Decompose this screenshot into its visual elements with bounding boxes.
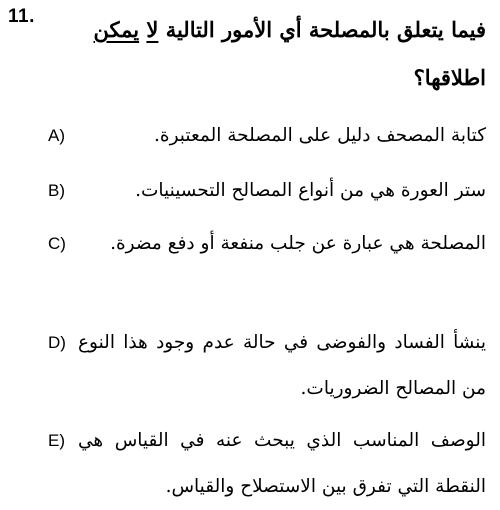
question-text: [46, 6, 486, 102]
option-letter: D): [48, 333, 66, 352]
option-letter: E): [48, 431, 65, 450]
underlined-negation: لا: [146, 17, 159, 42]
option-letter: A): [48, 126, 65, 145]
option-text: الوصف المناسب الذي يبحث عنه في القياس هي النقطة التي تفرق بين الاستصلاح والقياس.: [78, 430, 486, 497]
option-text: كتابة المصحف دليل على المصلحة المعتبرة.: [154, 125, 486, 146]
question-text-start: فيما يتعلق بالمصلحة أي الأمور التالية: [158, 17, 486, 42]
question-text-end: اطلاقها؟: [413, 65, 486, 90]
underlined-possible: يمكن: [93, 17, 140, 42]
question-number: 11.: [8, 6, 35, 27]
option-letter: B): [48, 181, 65, 200]
option-text: ينشأ الفساد والفوضى في حالة عدم وجود هذا النوع من المصالح الضروريات.: [78, 332, 486, 399]
option-letter: C): [48, 234, 66, 253]
option-text: ستر العورة هي من أنواع المصالح التحسينيات.: [135, 180, 486, 201]
option-text: المصلحة هي عبارة عن جلب منفعة أو دفع مضرة.: [110, 233, 486, 254]
